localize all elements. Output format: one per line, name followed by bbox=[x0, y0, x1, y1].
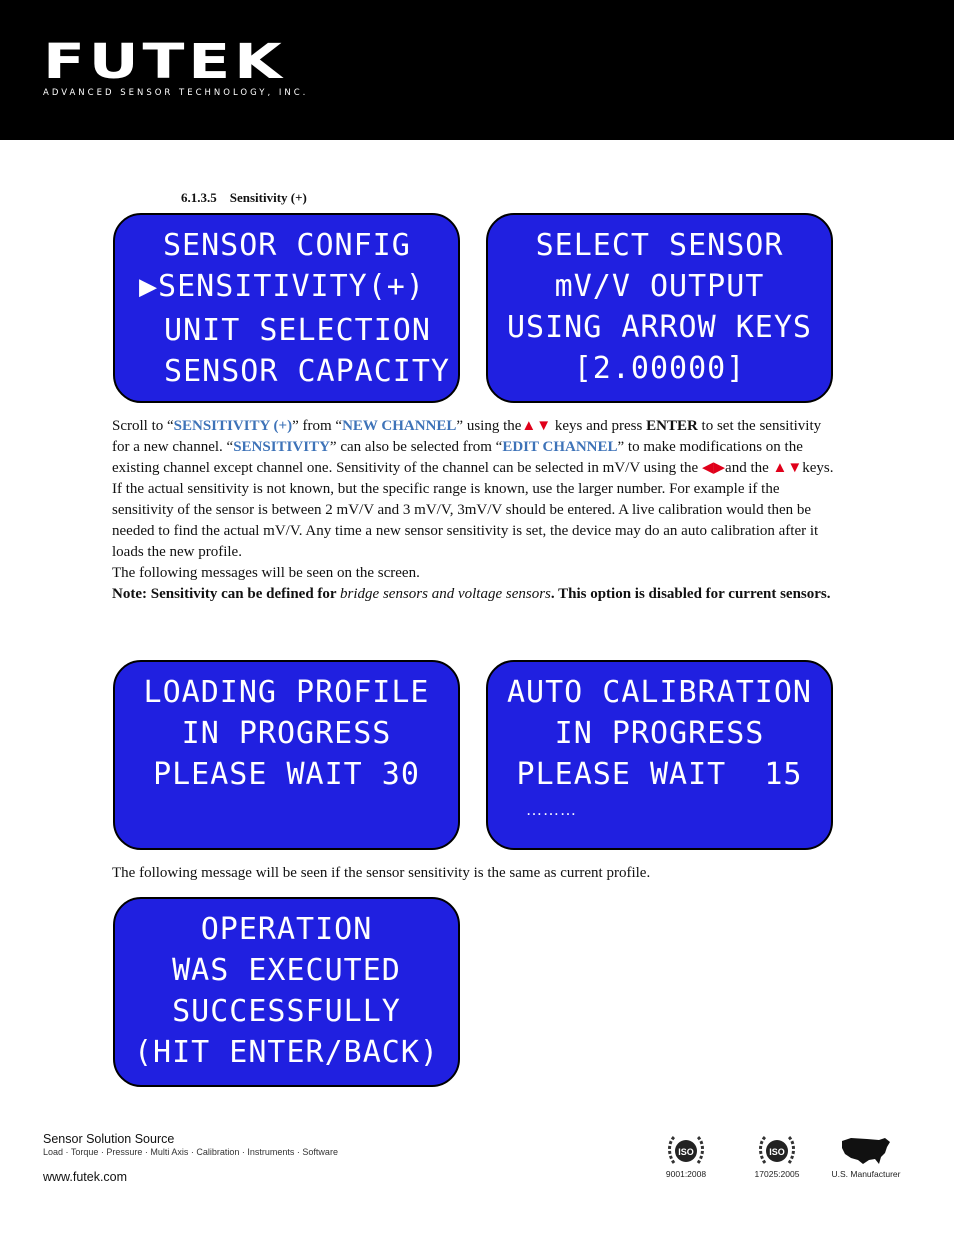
keyword: SENSITIVITY bbox=[233, 439, 330, 455]
iso-9001-cert bbox=[656, 1133, 716, 1179]
lcd-line: SENSOR CAPACITY bbox=[145, 354, 450, 389]
iso-laurel-icon bbox=[757, 1133, 797, 1169]
iso-17025-cert bbox=[745, 1133, 809, 1179]
lcd-line: USING ARROW KEYS bbox=[507, 310, 812, 345]
futek-logo bbox=[43, 34, 309, 98]
cert-label: U.S. Manufacturer bbox=[831, 1169, 901, 1179]
iso-laurel-icon bbox=[666, 1133, 706, 1169]
footer-title: Sensor Solution Source bbox=[43, 1132, 175, 1146]
lcd-line: IN PROGRESS bbox=[554, 716, 765, 751]
section-title: 6.1.3.5 Sensitivity (+) bbox=[181, 190, 307, 205]
lcd-screen-auto-calibration bbox=[486, 660, 833, 850]
body-text-2: The following message will be seen if the sensor sensitivity is the same as current profile. bbox=[112, 865, 651, 881]
lcd-screen-select-sensor bbox=[486, 213, 833, 403]
svg-text:ISO: ISO bbox=[769, 1147, 785, 1157]
lcd-progress-dots: ……… bbox=[526, 802, 577, 819]
up-down-arrows-icon: ▲▼ bbox=[772, 460, 803, 476]
lcd-line: LOADING PROFILE bbox=[143, 675, 430, 710]
body-text bbox=[112, 416, 842, 605]
footer-url[interactable]: www.futek.com bbox=[43, 1170, 128, 1184]
lcd-line-selected: ▶SENSITIVITY(+) bbox=[139, 269, 425, 304]
cert-label: 9001:2008 bbox=[665, 1169, 707, 1179]
keyword: EDIT CHANNEL bbox=[502, 439, 618, 455]
up-down-arrows-icon: ▲▼ bbox=[521, 418, 552, 434]
lcd-screen-operation-executed bbox=[113, 897, 460, 1087]
keyword: SENSITIVITY (+) bbox=[173, 418, 293, 434]
lcd-line: SENSOR CONFIG bbox=[163, 228, 411, 263]
lcd-line: SELECT SENSOR bbox=[535, 228, 784, 263]
keyword: NEW CHANNEL bbox=[342, 418, 457, 434]
lcd-screen-sensor-config bbox=[113, 213, 460, 403]
us-manufacturer-cert bbox=[824, 1133, 908, 1179]
lcd-line: PLEASE WAIT 30 bbox=[153, 757, 420, 792]
lcd-line: OPERATION bbox=[200, 912, 373, 947]
lcd-screen-loading-profile bbox=[113, 660, 460, 850]
logo-wordmark: FUTEK bbox=[43, 34, 286, 90]
paragraph-messages: The following messages will be seen on the screen. bbox=[112, 565, 420, 581]
lcd-line: UNIT SELECTION bbox=[145, 313, 431, 348]
page-header bbox=[0, 0, 954, 140]
lcd-line: IN PROGRESS bbox=[181, 716, 392, 751]
left-right-arrows-icon: ◀▶ bbox=[701, 460, 726, 476]
lcd-line: mV/V OUTPUT bbox=[554, 269, 765, 304]
lcd-line: [2.00000] bbox=[573, 351, 746, 386]
usa-map-icon bbox=[839, 1133, 893, 1169]
lcd-line: (HIT ENTER/BACK) bbox=[134, 1035, 439, 1070]
cert-label: 17025:2005 bbox=[754, 1169, 800, 1179]
lcd-line: PLEASE WAIT 15 bbox=[516, 757, 803, 792]
paragraph-range: If the actual sensitivity is not known, but the specific range is known, use the larger number. For example if the sensitivity of the sensor is between 2 mV/V and 3 mV/V, 3mV/V should be entered. A live calibration would then be needed to find the actual mV/V. Any time a new sensor sensitivity is set, the device may do an auto calibration after it loads the new profile. bbox=[112, 481, 819, 560]
logo-tagline: ADVANCED SENSOR TECHNOLOGY, INC. bbox=[43, 88, 309, 98]
enter-key: ENTER bbox=[646, 418, 698, 434]
paragraph-note: Note: Sensitivity can be defined for bridge sensors and voltage sensors. This option is disabled for current sensors. bbox=[112, 586, 831, 602]
paragraph-instructions: Scroll to “SENSITIVITY (+)” from “NEW CHANNEL” using the▲▼ keys and press ENTER to set the sensitivity for a new channel. “SENSITIVITY” can also be selected from “EDIT CHANNEL” to make modifications on the existing channel except channel one. Sensitivity of the channel can be selected in mV/V using the ◀▶and the ▲▼keys. bbox=[112, 418, 834, 476]
lcd-line: SUCCESSFULLY bbox=[172, 994, 401, 1029]
lcd-line: AUTO CALIBRATION bbox=[507, 675, 812, 710]
lcd-line: WAS EXECUTED bbox=[172, 953, 401, 988]
svg-text:ISO: ISO bbox=[678, 1147, 694, 1157]
footer-subtitle: Load · Torque · Pressure · Multi Axis · Calibration · Instruments · Software bbox=[43, 1147, 338, 1157]
